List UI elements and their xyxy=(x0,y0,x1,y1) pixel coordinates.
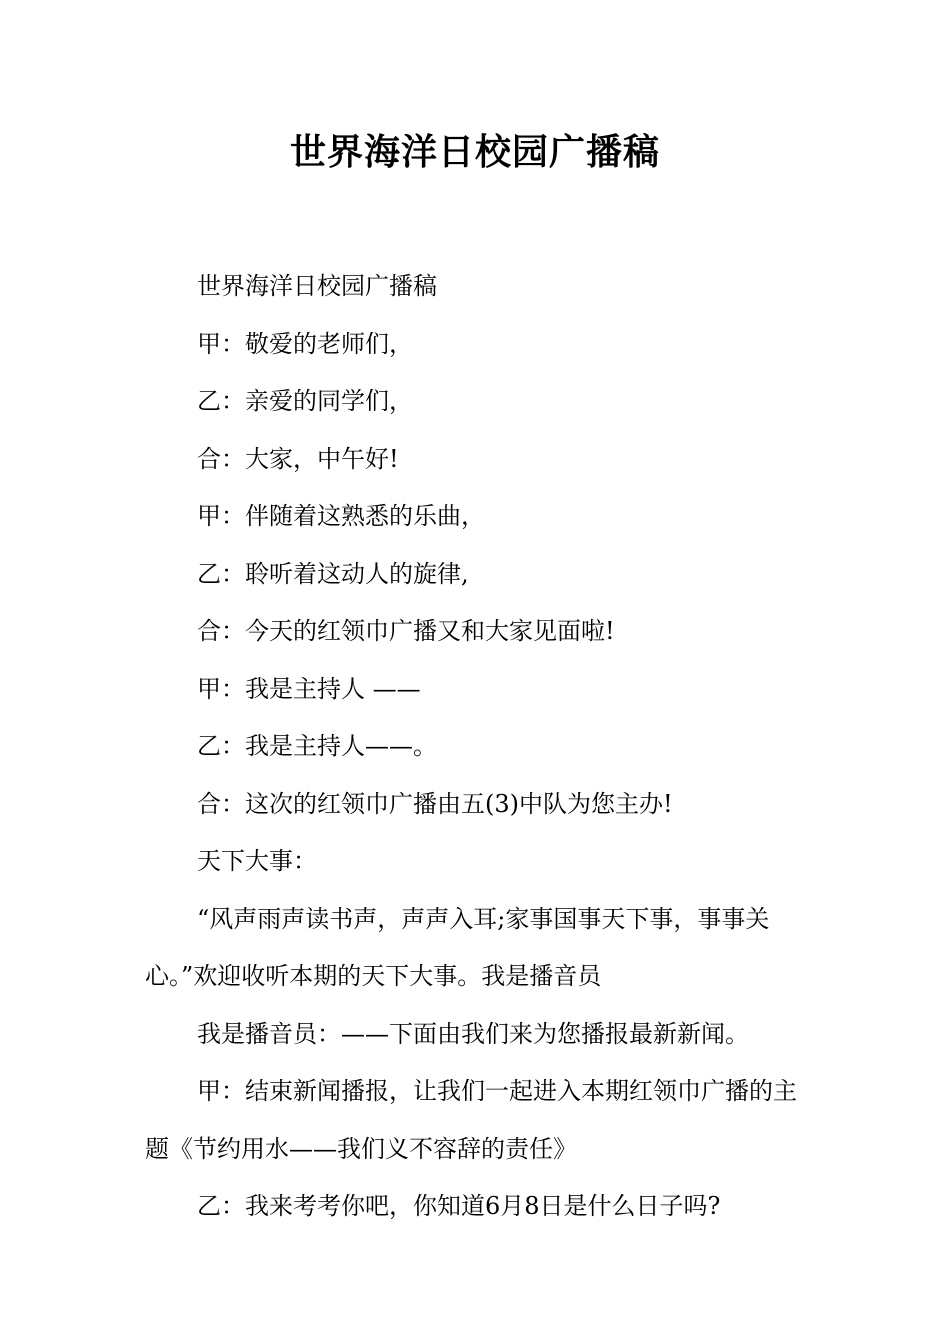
paragraph-line: 合：今天的红领巾广播又和大家见面啦! xyxy=(197,617,615,645)
paragraph-line: 乙：亲爱的同学们， xyxy=(197,387,413,415)
document-body xyxy=(145,258,810,1236)
document-title: 世界海洋日校园广播稿 xyxy=(289,131,660,173)
paragraph-line: 甲：敬爱的老师们， xyxy=(197,329,413,358)
paragraph-line: 甲：伴随着这熟悉的乐曲， xyxy=(197,502,485,530)
paragraph-line: 乙：我来考考你吧，你知道6月8日是什么日子吗? xyxy=(197,1192,721,1220)
paragraph-subtitle: 世界海洋日校园广播稿 xyxy=(197,272,437,300)
paragraph-line: 乙：聆听着这动人的旋律, xyxy=(197,559,469,588)
paragraph-line: 甲：结束新闻播报，让我们一起进入本期红领巾广播的主题《节约用水——我们义不容辞的责任》 xyxy=(145,1077,797,1163)
paragraph-line: 甲：我是主持人 —— xyxy=(197,674,421,703)
paragraph-section-heading: 天下大事： xyxy=(197,847,317,875)
paragraph-line: 乙：我是主持人——。 xyxy=(197,732,437,760)
paragraph-line: 我是播音员：——下面由我们来为您播报最新新闻。 xyxy=(197,1019,749,1048)
paragraph-line: 合：大家，中午好! xyxy=(197,444,399,473)
paragraph-line: “风声雨声读书声，声声入耳;家事国事天下事，事事关心。”欢迎收听本期的天下大事。我是播音员 xyxy=(145,904,770,990)
paragraph-line: 合：这次的红领巾广播由五(3)中队为您主办! xyxy=(197,789,673,818)
